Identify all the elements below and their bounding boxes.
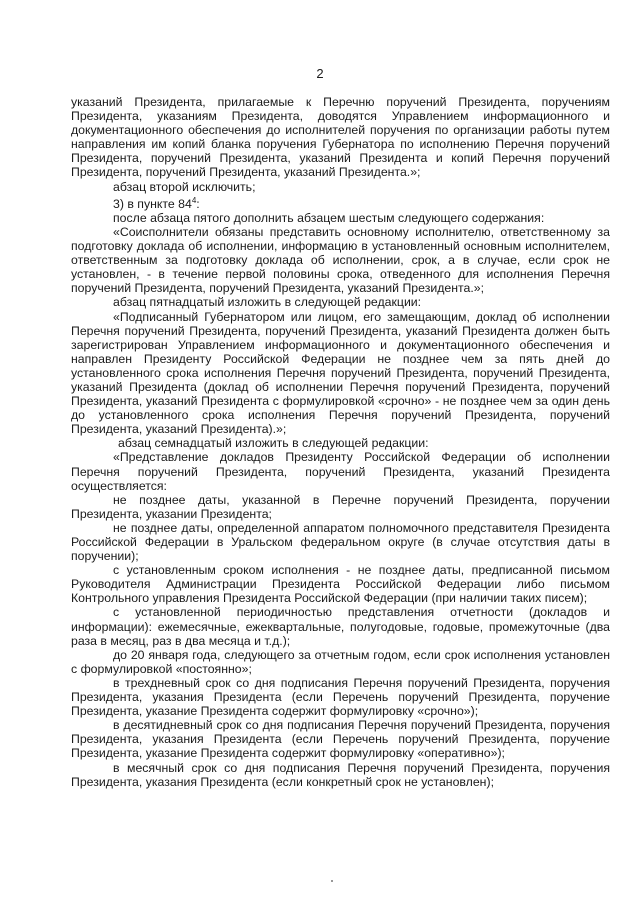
paragraph: с установленным сроком исполнения - не позднее даты, предписанной письмом Руководителя Администрации Президента Российской Федерации либо письмом Контрольного управления Президента Российской Федерации (при наличии таких писем); [71,563,610,606]
paragraph: в трехдневный срок со дня подписания Перечня поручений Президента, поручения Президента, указания Президента (если Перечень поручений Президента, поручение Президента, указание Президента содержит формулировку «срочно»); [71,675,610,719]
paragraph: абзац пятнадцатый изложить в следующей редакции: [113,295,422,310]
paragraph: после абзаца пятого дополнить абзацем шестым следующего содержания: [113,210,545,225]
paragraph: «Представление докладов Президенту Российской Федерации об исполнении Перечня поручений Президента, поручений Президента, указаний Президента осуществляется: [71,450,610,493]
paragraph: в месячный срок со дня подписания Перечня поручений Президента, поручения Президента, указания Президента (если конкретный срок не установлен); [71,760,610,789]
paragraph: с установленной периодичностью представления отчетности (докладов и информации): ежемесячные, ежеквартальные, полугодовые, годовые, промежуточные (два раза в месяц, раз в два месяца и т.д.); [71,605,610,648]
paragraph: не позднее даты, определенной аппаратом полномочного представителя Президента Российской Федерации в Уральском федеральном округе (в случае отсутствия даты в поручении); [71,520,610,564]
paragraph: до 20 января года, следующего за отчетным годом, если срок исполнения установлен с формулировкой «постоянно»; [71,647,610,676]
paragraph: указаний Президента, прилагаемые к Перечню поручений Президента, поручениям Президента, указаниям Президента, доводятся Управлением информационного и документационного обеспечения до исполнителей поручения по организации работы путем направления им копий бланка поручения Губернатора по исполнению Перечня поручений Президента, поручений Президента, указаний Президента и копий Перечня поручений Президента, поручений Президента, указаний Президента.»; [71,95,610,180]
paragraph: «Соисполнители обязаны представить основному исполнителю, ответственному за подготовку доклада об исполнении, информацию в установленный основным исполнителем, ответственным за подготовку доклада об исполнении, срок, а в случае, если срок не установлен, - в течение первой половины срока, отведенного для исполнения Перечня поручений Президента, поручений Президента, указаний Президента.»; [71,224,610,296]
document-body [71,95,610,789]
scan-speck [331,880,333,882]
paragraph: абзац второй исключить; [113,179,256,194]
paragraph: не позднее даты, указанной в Перечне поручений Президента, поручении Президента, указании Президента; [71,492,610,521]
paragraph-text-after: : [196,196,200,211]
page-number: 2 [316,66,324,81]
paragraph: в десятидневный срок со дня подписания Перечня поручений Президента, поручения Президента, указания Президента (если Перечень поручений Президента, поручение Президента, указание Президента содержит формулировку «оперативно»); [71,718,610,761]
paragraph: «Подписанный Губернатором или лицом, его замещающим, доклад об исполнении Перечня поручений Президента, поручений Президента, указаний Президента должен быть зарегистрирован Управлением информационного и документационного обеспечения и направлен Президенту Российской Федерации не позднее чем за пять дней до установленного срока исполнения Перечня поручений Президента, поручений Президента, указаний Президента (доклад об исполнении Перечня поручений Президента, поручений Президента, указаний Президента с формулировкой «срочно» - не позднее чем за один день до установленного срока исполнения Перечня поручений Президента, поручений Президента, указаний Президента).»; [71,309,610,437]
paragraph-text: 3) в пункте 84 [113,196,192,211]
paragraph: абзац семнадцатый изложить в следующей редакции: [118,436,429,451]
paragraph [71,194,610,211]
superscript: 4 [191,195,197,205]
